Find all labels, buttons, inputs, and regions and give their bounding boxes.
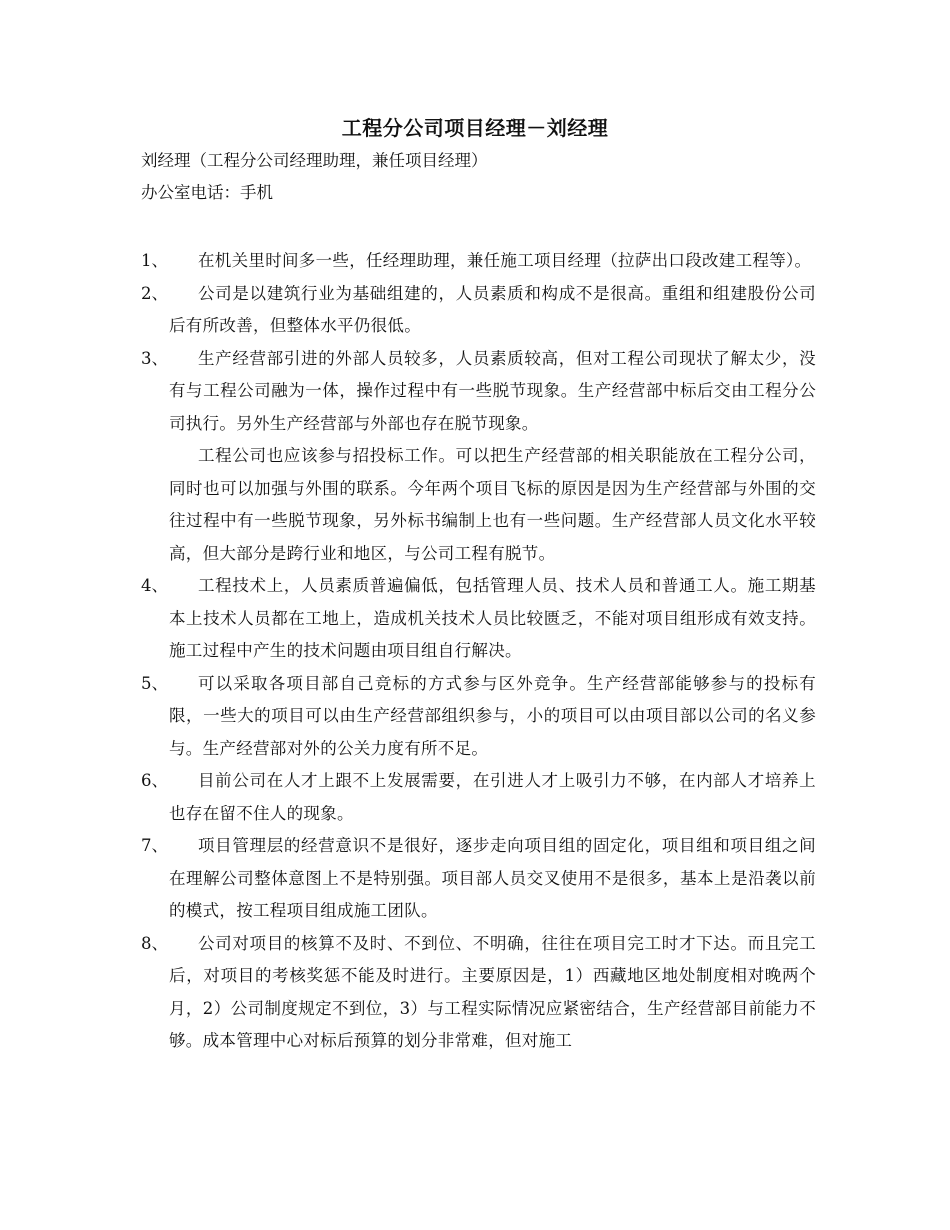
list-item [141,668,816,766]
item-text: 在机关里时间多一些，任经理助理，兼任施工项目经理（拉萨出口段改建工程等）。 [198,251,812,270]
list-item [141,343,816,441]
list-item-continuation [141,440,816,570]
item-text: 工程技术上，人员素质普遍偏低，包括管理人员、技术人员和普通工人。施工期基本上技术人员都在工地上，造成机关技术人员比较匮乏，不能对项目组形成有效支持。施工过程中产生的技术问题由项目组自行解决。 [169,576,816,660]
item-number: 5、 [141,673,168,693]
list-item [141,245,816,278]
list-item [141,928,816,1058]
item-text: 项目管理层的经营意识不是很好，逐步走向项目组的固定化，项目组和项目组之间在理解公司整体意图上不是特别强。项目部人员交叉使用不是很多，基本上是沿袭以前的模式，按工程项目组成施工团队。 [169,836,816,920]
item-text: 工程公司也应该参与招投标工作。可以把生产经营部的相关职能放在工程分公司，同时也可以加强与外围的联系。今年两个项目飞标的原因是因为生产经营部与外围的交往过程中有一些脱节现象，另外标书编制上也有一些问题。生产经营部人员文化水平较高，但大部分是跨行业和地区，与公司工程有脱节。 [169,446,816,563]
list-item [141,765,816,830]
item-text: 公司是以建筑行业为基础组建的，人员素质和构成不是很高。重组和组建股份公司后有所改善，但整体水平仍很低。 [169,283,816,335]
list-item [141,278,816,343]
item-text: 生产经营部引进的外部人员较多，人员素质较高，但对工程公司现状了解太少，没有与工程公司融为一体，操作过程中有一些脱节现象。生产经营部中标后交由工程分公司执行。另外生产经营部与外部也存在脱节现象。 [169,348,816,433]
item-number: 7、 [141,836,168,855]
item-number: 3、 [141,348,168,368]
contact-line: 办公室电话：手机 [141,183,273,202]
document-body [141,245,816,1058]
list-item [141,830,816,928]
item-text: 目前公司在人才上跟不上发展需要，在引进人才上吸引力不够，在内部人才培养上也存在留不住人的现象。 [169,771,816,823]
item-number: 2、 [141,283,168,303]
item-number: 1、 [141,251,168,270]
document-subtitle: 刘经理（工程分公司经理助理，兼任项目经理） [141,151,488,170]
item-number: 4、 [141,576,168,595]
item-number: 8、 [141,933,168,953]
document-title: 工程分公司项目经理－刘经理 [341,116,609,140]
item-number: 6、 [141,771,168,790]
list-item [141,570,816,668]
item-text: 可以采取各项目部自己竞标的方式参与区外竞争。生产经营部能够参与的投标有限，一些大的项目可以由生产经营部组织参与，小的项目可以由项目部以公司的名义参与。生产经营部对外的公关力度有所不足。 [169,673,816,758]
item-text: 公司对项目的核算不及时、不到位、不明确，往往在项目完工时才下达。而且完工后，对项目的考核奖惩不能及时进行。主要原因是，1）西藏地区地处制度相对晚两个月，2）公司制度规定不到位，3）与工程实际情况应紧密结合，生产经营部目前能力不够。成本管理中心对标后预算的划分非常难，但对施工 [169,933,816,1050]
